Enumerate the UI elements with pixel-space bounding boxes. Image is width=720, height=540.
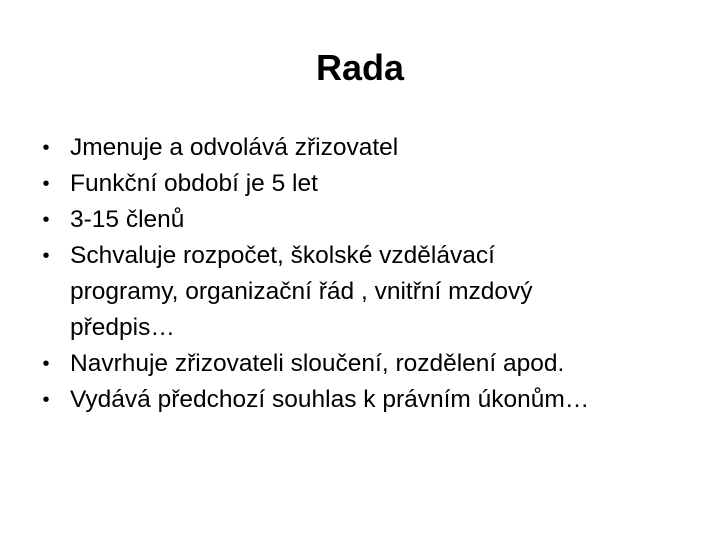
bullet-text: Schvaluje rozpočet, školské vzdělávací programy, organizační řád , vnitřní mzdový předpis…	[70, 242, 533, 341]
bullet-item	[36, 166, 696, 202]
bullet-dot-icon: •	[42, 353, 50, 375]
slide-title: Rada	[315, 47, 405, 88]
bullet-dot-icon: •	[42, 137, 50, 159]
bullet-item	[36, 382, 696, 418]
bullet-dot-icon: •	[42, 245, 50, 267]
bullet-text: Jmenuje a odvolává zřizovatel	[70, 134, 399, 161]
bullet-item	[36, 202, 696, 238]
bullet-item	[36, 346, 696, 382]
bullet-text: Vydává předchozí souhlas k právním úkonům…	[70, 386, 590, 413]
bullet-dot-icon: •	[42, 173, 50, 195]
bullet-item	[36, 238, 696, 346]
bullet-item	[36, 130, 696, 166]
bullet-list	[36, 130, 696, 418]
bullet-text: 3-15 členů	[70, 206, 185, 233]
bullet-text: Navrhuje zřizovateli sloučení, rozdělení apod.	[70, 350, 565, 377]
bullet-text: Funkční období je 5 let	[70, 170, 318, 197]
bullet-dot-icon: •	[42, 209, 50, 231]
bullet-dot-icon: •	[42, 389, 50, 411]
